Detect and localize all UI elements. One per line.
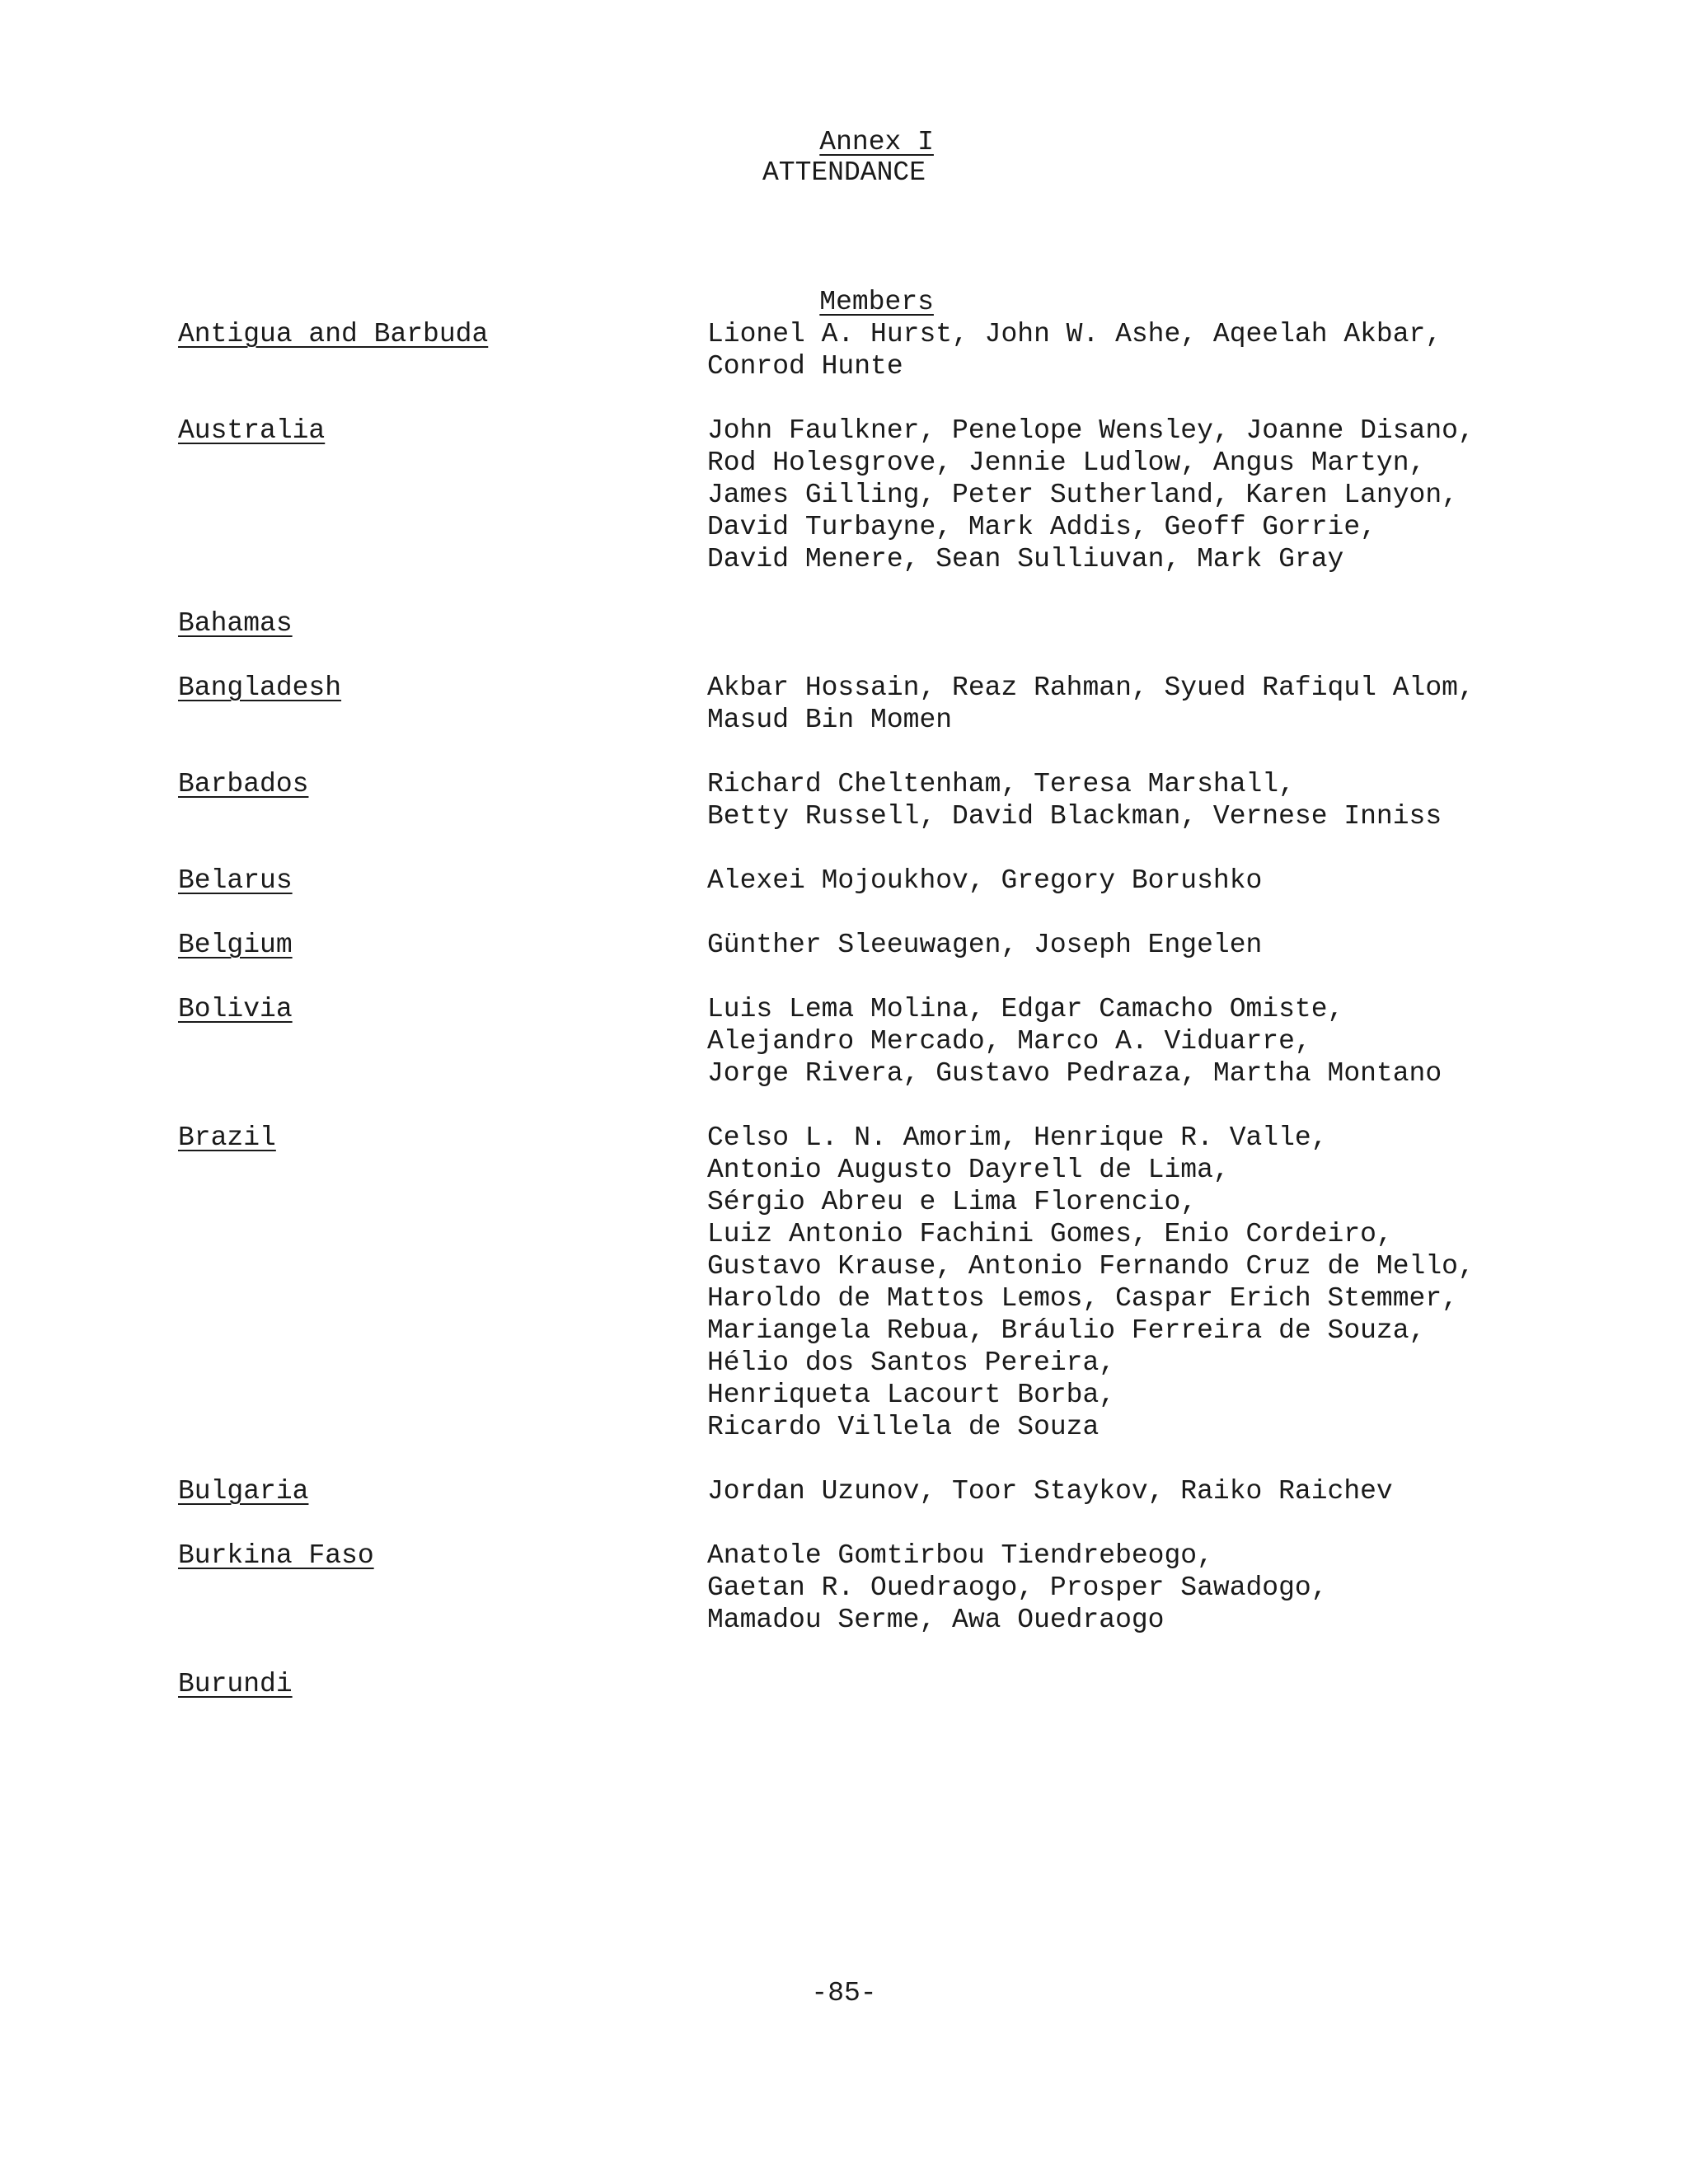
attendance-entry — [178, 1475, 1497, 1507]
delegate-line: Gaetan R. Ouedraogo, Prosper Sawadogo, — [707, 1572, 1328, 1603]
delegate-line: Sérgio Abreu e Lima Florencio, — [707, 1187, 1198, 1217]
delegate-line: Gustavo Krause, Antonio Fernando Cruz de Mello, — [707, 1251, 1475, 1282]
attendance-title: ATTENDANCE — [762, 157, 926, 188]
annex-label: Annex I — [819, 127, 934, 157]
country-name: Bahamas — [178, 608, 293, 639]
country-cell — [178, 865, 707, 897]
delegate-line: Akbar Hossain, Reaz Rahman, Syued Rafiqul Alom, — [707, 673, 1475, 703]
delegate-line: Luis Lema Molina, Edgar Camacho Omiste, — [707, 994, 1344, 1024]
country-cell — [178, 768, 707, 800]
attendance-entry — [178, 1668, 1497, 1700]
delegate-line: Mariangela Rebua, Bráulio Ferreira de Souza, — [707, 1315, 1426, 1346]
delegate-line: Günther Sleeuwagen, Joseph Engelen — [707, 930, 1263, 960]
country-cell — [178, 415, 707, 447]
delegate-line: Ricardo Villela de Souza — [707, 1412, 1100, 1442]
delegate-names — [707, 1540, 1497, 1636]
attendance-entry — [178, 768, 1497, 832]
delegate-line: David Menere, Sean Sulliuvan, Mark Gray — [707, 544, 1344, 574]
country-name: Antigua and Barbuda — [178, 319, 489, 349]
country-name: Bolivia — [178, 994, 293, 1024]
delegate-line: Mamadou Serme, Awa Ouedraogo — [707, 1605, 1165, 1635]
attendance-entry — [178, 672, 1497, 736]
country-cell — [178, 993, 707, 1025]
delegate-line: Conrod Hunte — [707, 351, 903, 382]
country-name: Burkina Faso — [178, 1540, 374, 1571]
attendance-entry — [178, 607, 1497, 640]
delegate-line: Anatole Gomtirbou Tiendrebeogo, — [707, 1540, 1213, 1571]
country-cell — [178, 1668, 707, 1700]
attendance-entry — [178, 865, 1497, 897]
delegate-line: Jorge Rivera, Gustavo Pedraza, Martha Montano — [707, 1058, 1442, 1089]
country-cell — [178, 607, 707, 640]
attendance-entry — [178, 318, 1497, 382]
attendance-entry — [178, 1540, 1497, 1636]
delegate-line: Antonio Augusto Dayrell de Lima, — [707, 1155, 1230, 1185]
attendance-entry — [178, 1122, 1497, 1443]
country-name: Australia — [178, 415, 326, 446]
country-cell — [178, 672, 707, 704]
delegate-line: Celso L. N. Amorim, Henrique R. Valle, — [707, 1122, 1328, 1153]
delegate-line: Lionel A. Hurst, John W. Ashe, Aqeelah Akbar, — [707, 319, 1442, 349]
delegate-line: Alexei Mojoukhov, Gregory Borushko — [707, 865, 1263, 896]
delegate-names — [707, 672, 1497, 736]
delegate-names — [707, 415, 1497, 575]
delegate-names — [707, 1475, 1497, 1507]
delegate-line: John Faulkner, Penelope Wensley, Joanne Disano, — [707, 415, 1475, 446]
country-name: Barbados — [178, 769, 309, 799]
country-cell — [178, 318, 707, 350]
delegate-names — [707, 929, 1497, 961]
delegate-line: Alejandro Mercado, Marco A. Viduarre, — [707, 1026, 1311, 1057]
delegate-line: Hélio dos Santos Pereira, — [707, 1347, 1116, 1378]
delegate-line: David Turbayne, Mark Addis, Geoff Gorrie, — [707, 512, 1376, 542]
country-name: Bulgaria — [178, 1476, 309, 1507]
delegate-names — [707, 865, 1497, 897]
country-name: Brazil — [178, 1122, 276, 1153]
attendance-entry — [178, 993, 1497, 1090]
delegate-names — [707, 318, 1497, 382]
attendance-entry — [178, 415, 1497, 575]
delegate-line: James Gilling, Peter Sutherland, Karen Lanyon, — [707, 480, 1458, 510]
country-name: Belarus — [178, 865, 293, 896]
delegate-names — [707, 993, 1497, 1090]
delegate-line: Jordan Uzunov, Toor Staykov, Raiko Raichev — [707, 1476, 1393, 1507]
delegate-names — [707, 768, 1497, 832]
country-name: Belgium — [178, 930, 293, 960]
attendance-entry — [178, 929, 1497, 961]
delegate-line: Luiz Antonio Fachini Gomes, Enio Cordeiro, — [707, 1219, 1393, 1249]
delegate-line: Betty Russell, David Blackman, Vernese Inniss — [707, 801, 1442, 832]
delegate-line: Masud Bin Momen — [707, 705, 953, 735]
country-cell — [178, 1475, 707, 1507]
country-name: Burundi — [178, 1669, 293, 1699]
delegate-line: Henriqueta Lacourt Borba, — [707, 1380, 1116, 1410]
delegate-names — [707, 1122, 1497, 1443]
page-number: -85- — [811, 1978, 877, 2008]
country-cell — [178, 1540, 707, 1572]
members-label: Members — [819, 287, 934, 317]
delegate-line: Richard Cheltenham, Teresa Marshall, — [707, 769, 1295, 799]
attendance-list — [178, 318, 1497, 1732]
delegate-line: Haroldo de Mattos Lemos, Caspar Erich Stemmer, — [707, 1283, 1458, 1314]
country-cell — [178, 1122, 707, 1154]
delegate-line: Rod Holesgrove, Jennie Ludlow, Angus Martyn, — [707, 448, 1426, 478]
country-cell — [178, 929, 707, 961]
country-name: Bangladesh — [178, 673, 342, 703]
